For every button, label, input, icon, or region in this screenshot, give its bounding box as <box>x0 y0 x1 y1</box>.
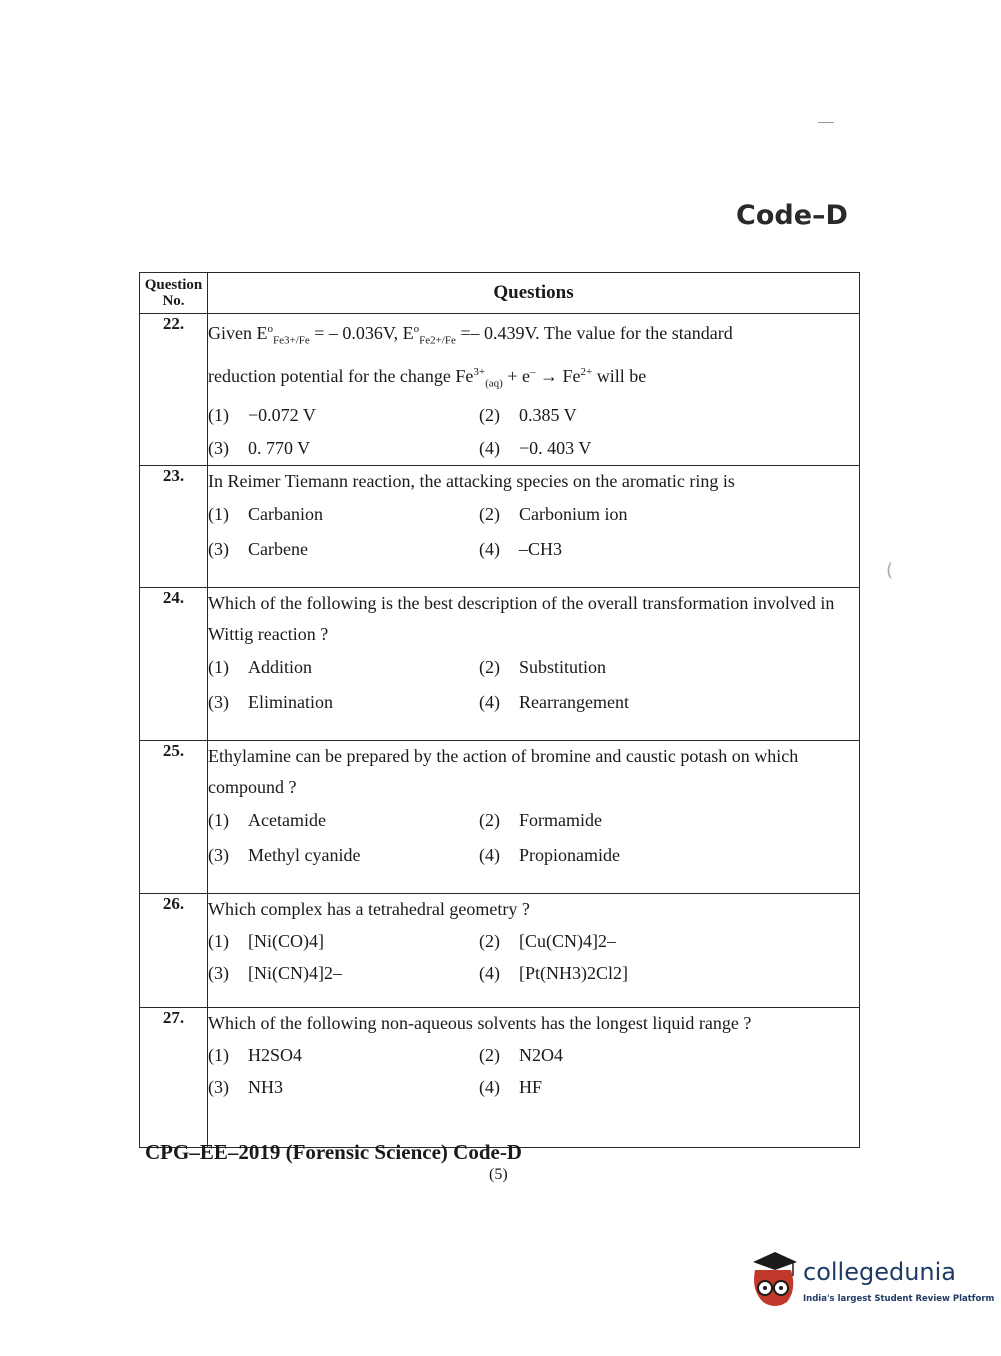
option-2: (2) Substitution <box>479 657 607 678</box>
option-1: (1) −0.072 V <box>208 405 316 426</box>
brand-name: collegedunia <box>803 1258 957 1286</box>
question-row-25 <box>140 741 860 894</box>
option-1: (1) Carbanion <box>208 504 323 525</box>
question-row-26 <box>140 894 860 1008</box>
question-row-23 <box>140 466 860 588</box>
mascot-icon <box>745 1250 800 1308</box>
question-number: 27. <box>140 1008 208 1148</box>
header-questions: Questions <box>208 273 860 314</box>
options-grid <box>208 1039 859 1103</box>
options-grid <box>208 497 859 567</box>
option-1: (1) [Ni(CO)4] <box>208 931 324 952</box>
option-3: (3) Elimination <box>208 692 333 713</box>
options-grid <box>208 925 859 989</box>
option-4: (4) [Pt(NH3)2Cl2] <box>479 963 628 984</box>
table-header-row <box>140 273 860 314</box>
question-cell <box>208 466 860 588</box>
option-3: (3) [Ni(CN)4]2– <box>208 963 342 984</box>
stray-mark <box>818 122 834 123</box>
option-4: (4) HF <box>479 1077 543 1098</box>
options-grid <box>208 803 859 873</box>
page-footer: CPG–EE–2019 (Forensic Science) Code-D <box>145 1140 522 1164</box>
option-4: (4) –CH3 <box>479 539 563 560</box>
question-cell <box>208 741 860 894</box>
option-2: (2) Carbonium ion <box>479 504 628 525</box>
option-4: (4) −0. 403 V <box>479 438 592 459</box>
option-3: (3) 0. 770 V <box>208 438 311 459</box>
collegedunia-logo <box>745 1250 995 1310</box>
question-text: Given $E^o_{Fe3+/Fe}$ = – 0.036V, $E^o_{Fe2+/Fe} =- 0.439V$. The value for the standard reduction potential for the change $Fe^{3+}_{(aq)} + e^- \to Fe^{2+}$ will be <box>208 323 733 390</box>
option-3: (3) Methyl cyanide <box>208 845 361 866</box>
question-row-27 <box>140 1008 860 1148</box>
stray-bracket-mark: ( <box>886 560 894 581</box>
questions-table <box>139 272 860 1148</box>
page-number: (5) <box>489 1166 508 1183</box>
question-number: 26. <box>140 894 208 1008</box>
question-cell <box>208 588 860 741</box>
question-number: 23. <box>140 466 208 588</box>
option-1: (1) Addition <box>208 657 313 678</box>
question-text: Ethylamine can be prepared by the action of bromine and caustic potash on which compound ? <box>208 746 799 798</box>
option-2: (2) N2O4 <box>479 1045 563 1066</box>
question-cell <box>208 894 860 1008</box>
question-text: Which complex has a tetrahedral geometry ? <box>208 899 530 920</box>
question-text: Which of the following is the best description of the overall transformation involved in Wittig reaction ? <box>208 593 835 645</box>
option-3: (3) Carbene <box>208 539 308 560</box>
question-cell <box>208 1008 860 1148</box>
option-2: (2) [Cu(CN)4]2– <box>479 931 616 952</box>
exam-code-label: Code–D <box>736 200 848 231</box>
option-1: (1) Acetamide <box>208 810 326 831</box>
options-grid <box>208 650 859 720</box>
question-row-22 <box>140 314 860 466</box>
header-question-no: Question No. <box>140 273 208 314</box>
question-number: 25. <box>140 741 208 894</box>
question-text: Which of the following non-aqueous solvents has the longest liquid range ? <box>208 1013 752 1034</box>
option-1: (1) H2SO4 <box>208 1045 303 1066</box>
option-4: (4) Propionamide <box>479 845 620 866</box>
options-grid <box>208 399 859 465</box>
option-4: (4) Rearrangement <box>479 692 629 713</box>
question-row-24 <box>140 588 860 741</box>
question-number: 22. <box>140 314 208 466</box>
brand-tagline: India's largest Student Review Platform <box>803 1294 995 1304</box>
option-2: (2) Formamide <box>479 810 602 831</box>
option-3: (3) NH3 <box>208 1077 283 1098</box>
question-number: 24. <box>140 588 208 741</box>
question-text: In Reimer Tiemann reaction, the attacking species on the aromatic ring is <box>208 471 735 492</box>
question-cell <box>208 314 860 466</box>
option-2: (2) 0.385 V <box>479 405 577 426</box>
